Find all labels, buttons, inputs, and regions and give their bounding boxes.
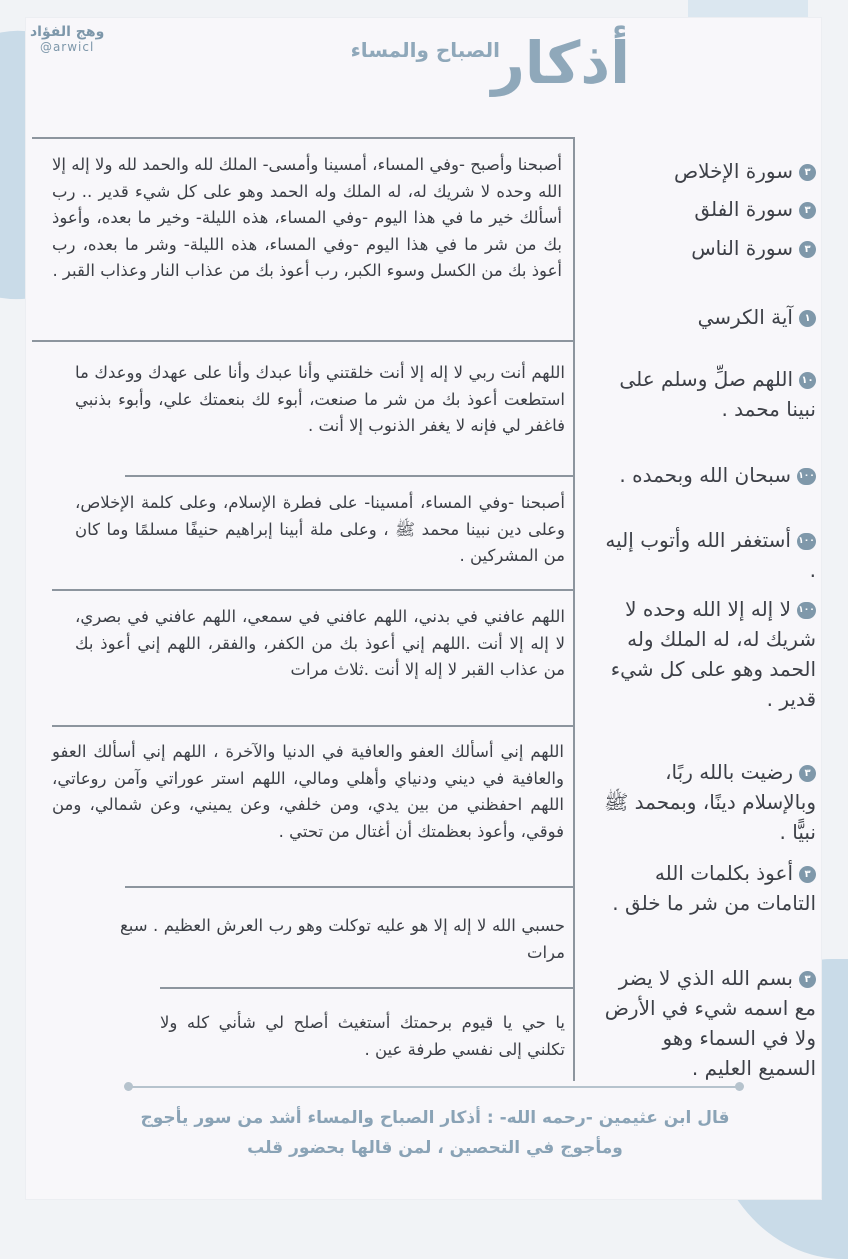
dhikr-text: أستغفر الله وأتوب إليه . — [605, 528, 816, 582]
dua-paragraph: أصبحنا وأصبح -وفي المساء، أمسينا وأمسى- الملك لله والحمد لله ولا إله إلا الله وحده لا شريك له، له الملك وله الحمد وهو على كل شيء قدير .. رب أسألك خير ما في هذا اليوم -وفي المساء، هذه الليلة- وخير ما بعده، وأعوذ بك من شر ما في هذا اليوم -وفي المساء، هذه الليلة- وشر ما بعده، رب أعوذ بك من الكسل وسوء الكبر، رب أعوذ بك من عذاب النار وعذاب القبر . — [52, 155, 562, 280]
count-badge: ١ — [799, 310, 816, 327]
row-divider — [160, 987, 575, 989]
count-badge: ٣ — [799, 202, 816, 219]
divider-dot — [735, 1082, 744, 1091]
brand-name: وهج الفؤاد — [30, 24, 105, 40]
count-badge: ٣ — [799, 241, 816, 258]
dhikr-text: اللهم صلِّ وسلم على نبينا محمد . — [619, 367, 816, 421]
dhikr-item — [616, 302, 816, 332]
dhikr-text: بسم الله الذي لا يضر مع اسمه شيء في الأرض ولا في السماء وهو السميع العليم . — [604, 966, 816, 1080]
row-divider — [32, 137, 575, 139]
row-divider — [52, 589, 575, 591]
dhikr-text: سورة الفلق — [694, 197, 793, 221]
divider-dot — [124, 1082, 133, 1091]
row-divider — [32, 340, 575, 342]
brand-handle: @arwicl — [39, 40, 95, 54]
dhikr-item — [616, 194, 816, 224]
dua-paragraph: اللهم عافني في بدني، اللهم عافني في سمعي، اللهم عافني في بصري، لا إله إلا أنت .اللهم إني أعوذ بك من الكفر، والفقر، اللهم إني أعوذ بك من عذاب القبر لا إله إلا أنت .ثلاث مرات — [75, 607, 565, 679]
count-badge: ١٠٠ — [797, 533, 816, 550]
dua-paragraph: اللهم إني أسألك العفو والعافية في الدنيا والآخرة ، اللهم إني أسألك العفو والعافية في ديني ودنياي وأهلي ومالي، اللهم استر عوراتي وآمن روعاتي، اللهم احفظني من بين يدي، ومن خلفي، وعن يميني، وعن شمالي، ومن فوقي، وأعوذ بعظمتك أن أغتال من تحتي . — [52, 742, 564, 841]
count-badge: ٣ — [799, 164, 816, 181]
dhikr-text: سبحان الله وبحمده . — [619, 463, 791, 487]
dhikr-item — [601, 594, 816, 714]
count-badge: ١٠٠ — [797, 468, 816, 485]
dua-paragraph: اللهم أنت ربي لا إله إلا أنت خلقتني وأنا عبدك وأنا على عهدك ووعدك ما استطعت أعوذ بك من شر ما صنعت، أبوء لك بنعمتك علي، وأبوء بذنبي فاغفر لي فإنه لا يغفر الذنوب إلا أنت . — [75, 363, 565, 435]
dhikr-text: رضيت بالله ربًا، وبالإسلام دينًا، وبمحمد ﷺ نبيًّا . — [604, 760, 816, 844]
count-badge: ٣ — [799, 866, 816, 883]
dhikr-text: أعوذ بكلمات الله التامات من شر ما خلق . — [612, 861, 816, 915]
dhikr-item — [601, 963, 816, 1083]
count-badge: ١٠ — [799, 372, 816, 389]
dua-paragraph: يا حي يا قيوم برحمتك أستغيث أصلح لي شأني كله ولا تكلني إلى نفسي طرفة عين . — [160, 1013, 565, 1059]
dhikr-text: لا إله إلا الله وحده لا شريك له، له الملك وله الحمد وهو على كل شيء قدير . — [610, 597, 816, 711]
title-subtitle: الصباح والمساء — [350, 38, 500, 62]
footer-quote: قال ابن عثيمين -رحمه الله- : أذكار الصباح والمساء أشد من سور يأجوج ومأجوج في التحصين ، لمن قالها بحضور قلب — [140, 1108, 730, 1158]
row-divider — [125, 475, 575, 477]
brand-logo — [30, 24, 104, 54]
dua-paragraph: حسبي الله لا إله إلا هو عليه توكلت وهو رب العرش العظيم . سبع مرات — [120, 916, 565, 962]
dhikr-text: سورة الناس — [691, 236, 793, 260]
dhikr-item — [616, 233, 816, 263]
dhikr-item — [616, 156, 816, 186]
footer-divider — [128, 1086, 740, 1088]
count-badge: ١٠٠ — [797, 602, 816, 619]
dhikr-item — [606, 364, 816, 424]
count-badge: ٣ — [799, 971, 816, 988]
dua-paragraph: أصبحنا -وفي المساء، أمسينا- على فطرة الإسلام، وعلى كلمة الإخلاص، وعلى دين نبينا محمد ﷺ ، وعلى ملة أبينا إبراهيم حنيفًا مسلمًا وما كان من المشركين . — [75, 493, 565, 565]
row-divider — [52, 725, 575, 727]
dhikr-item — [596, 460, 816, 490]
dhikr-item — [601, 757, 816, 847]
dhikr-item — [601, 525, 816, 585]
row-divider — [125, 886, 575, 888]
dhikr-text: آية الكرسي — [697, 305, 793, 329]
title-main: أذكار — [491, 29, 630, 97]
dhikr-text: سورة الإخلاص — [673, 159, 793, 183]
vertical-divider — [573, 137, 575, 1081]
page-title — [270, 28, 630, 108]
count-badge: ٣ — [799, 765, 816, 782]
dhikr-item — [601, 858, 816, 918]
